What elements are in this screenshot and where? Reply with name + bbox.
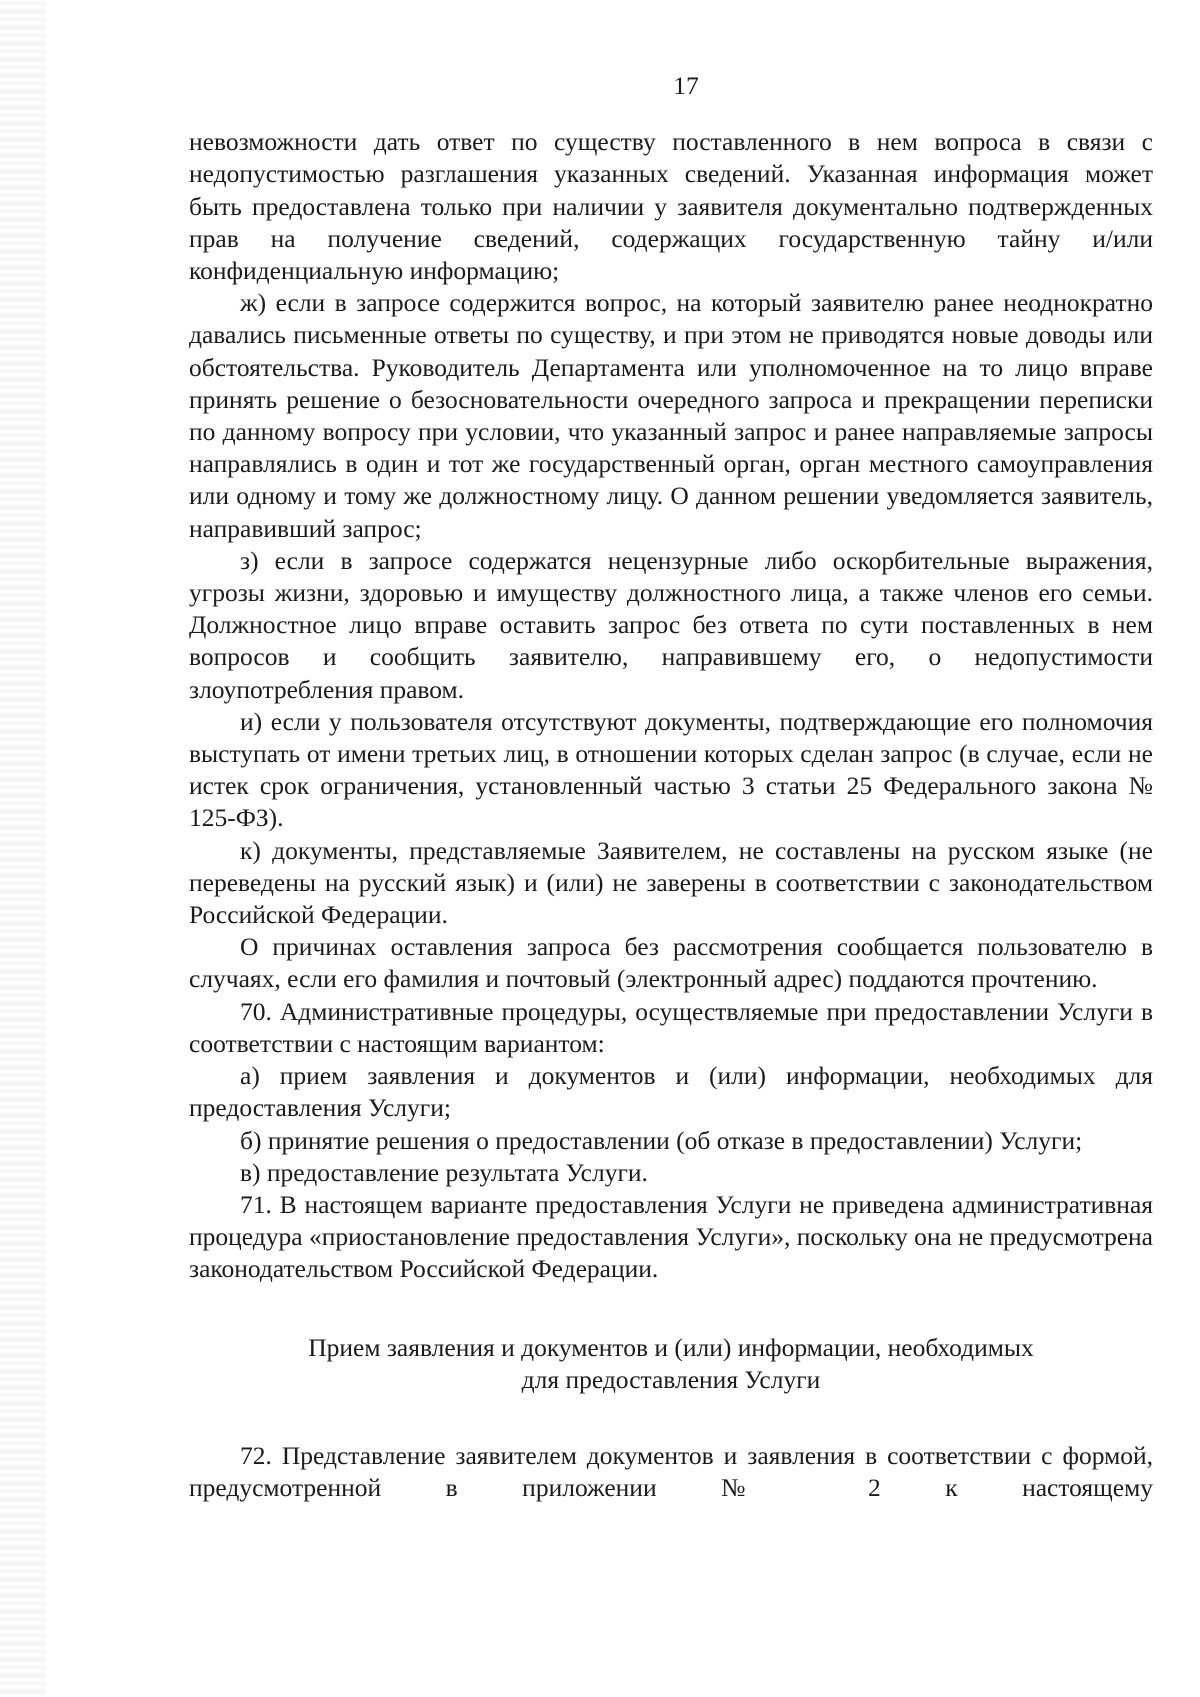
section-heading	[189, 1332, 1153, 1396]
page-number: 17	[673, 71, 699, 100]
paragraph-72: 72. Представление заявителем документов и заявления в соответствии с формой, предусмотренной в приложении № 2 к настоящему	[189, 1440, 1153, 1503]
paragraph-continuation: невозможности дать ответ по существу поставленного в нем вопроса в связи с недопустимостью разглашения указанных сведений. Указанная информация может быть предоставлена только при наличии у заявителя документально подтвержденных прав на получение сведений, содержащих государственную тайну и/или конфиденциальную информацию;	[189, 127, 1153, 286]
paragraph-70-v: в) предоставление результата Услуги.	[240, 1157, 648, 1187]
paragraph-item-zh: ж) если в запросе содержится вопрос, на который заявителю ранее неоднократно давались письменные ответы по существу, и при этом не приводятся новые доводы или обстоятельства. Руководитель Департамента или уполномоченное на то лицо вправе принять решение о безосновательности очередного запроса и прекращении переписки по данному вопросу при условии, что указанный запрос и ранее направляемые запросы направлялись в один и тот же государственный орган, орган местного самоуправления или одному и тому же должностному лицу. О данном решении уведомляется заявитель, направивший запрос;	[189, 288, 1153, 543]
paragraph-71: 71. В настоящем варианте предоставления Услуги не приведена административная процедура «приостановление предоставления Услуги», поскольку она не предусмотрена законодательством Российской Федерации.	[189, 1189, 1153, 1284]
paragraph-item-z: з) если в запросе содержатся нецензурные либо оскорбительные выражения, угрозы жизни, здоровью и имуществу должностного лица, а также членов его семьи. Должностное лицо вправе оставить запрос без ответа по сути поставленных в нем вопросов и сообщить заявителю, направившему его, о недопустимости злоупотребления правом.	[189, 545, 1153, 704]
paragraph-70: 70. Административные процедуры, осуществляемые при предоставлении Услуги в соответствии с настоящим вариантом:	[189, 996, 1153, 1058]
section-heading-line-2: для предоставления Услуги	[521, 1364, 821, 1394]
paragraph-item-k: к) документы, представляемые Заявителем, не составлены на русском языке (не переведены на русский язык) и (или) не заверены в соответствии с законодательством Российской Федерации.	[189, 835, 1153, 930]
paragraph-70-b: б) принятие решения о предоставлении (об отказе в предоставлении) Услуги;	[240, 1125, 1083, 1155]
paragraph-reasons-notice: О причинах оставления запроса без рассмотрения сообщается пользователю в случаях, если его фамилия и почтовый (электронный адрес) поддаются прочтению.	[189, 932, 1153, 994]
paragraph-70-a: а) прием заявления и документов и (или) информации, необходимых для предоставления Услуги;	[189, 1061, 1153, 1123]
scan-edge-noise	[0, 0, 46, 1697]
section-heading-line-1: Прием заявления и документов и (или) информации, необходимых	[308, 1332, 1034, 1362]
paragraph-item-i: и) если у пользователя отсутствуют документы, подтверждающие его полномочия выступать от имени третьих лиц, в отношении которых сделан запрос (в случае, если не истек срок ограничения, установленный частью 3 статьи 25 Федерального закона № 125-ФЗ).	[189, 706, 1153, 833]
document-page	[189, 70, 1153, 1504]
